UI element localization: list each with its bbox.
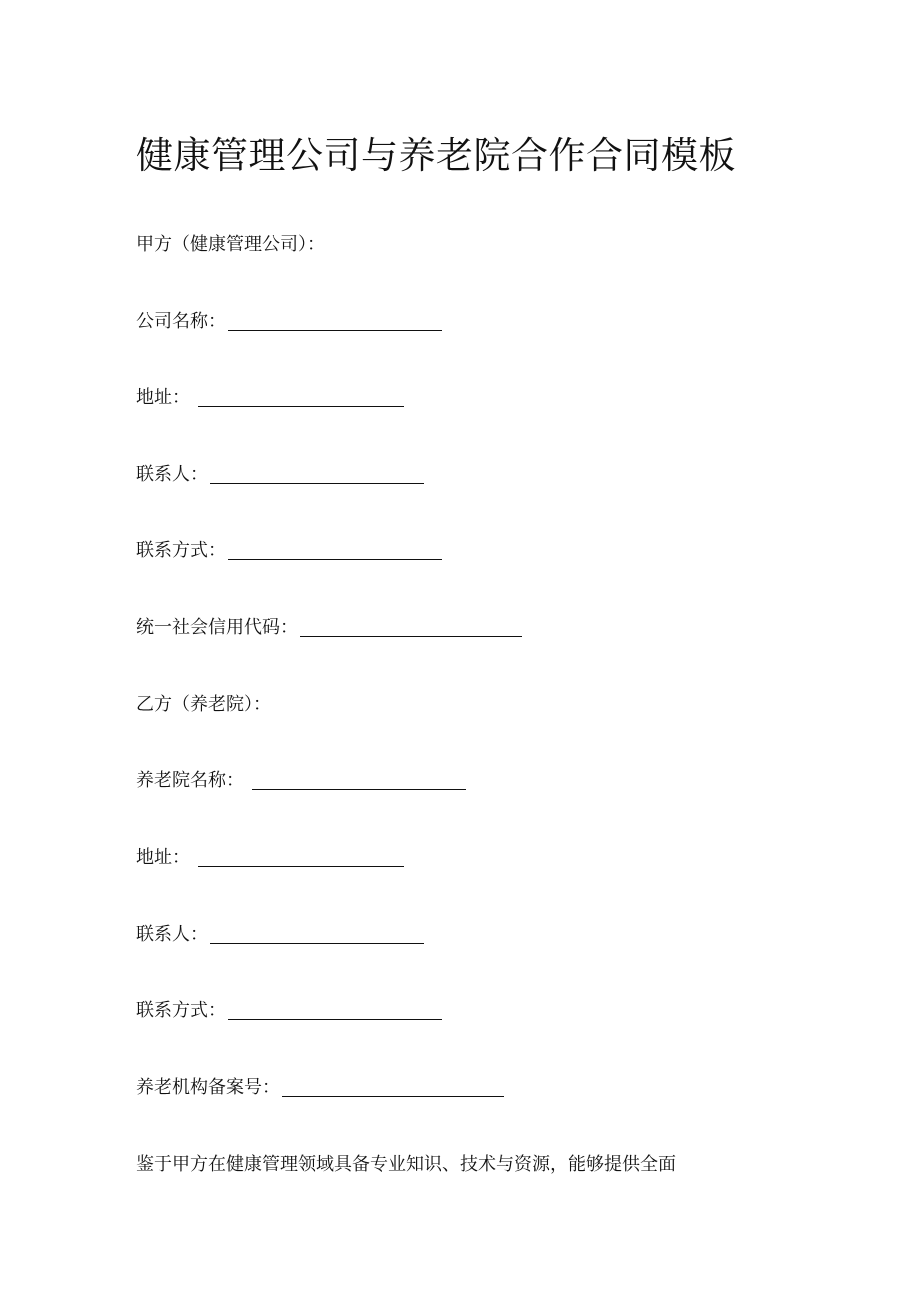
fill-in-blank[interactable]: [228, 541, 442, 560]
fill-in-blank[interactable]: [252, 771, 466, 790]
fill-in-blank[interactable]: [198, 388, 404, 407]
field-label: 养老院名称：: [136, 770, 244, 791]
party-b-registration-number-field: [136, 1075, 504, 1101]
party-b-address-field: [136, 845, 404, 871]
party-b-contact-person-field: [136, 922, 424, 948]
field-label: 联系方式：: [136, 1000, 226, 1021]
field-label: 公司名称：: [136, 311, 226, 332]
fill-in-blank[interactable]: [210, 465, 424, 484]
party-b-heading-text: 乙方（养老院）：: [136, 694, 271, 715]
party-b-heading: [136, 692, 271, 718]
fill-in-blank[interactable]: [282, 1078, 504, 1097]
party-a-company-name-field: [136, 309, 442, 335]
fill-in-blank[interactable]: [228, 1001, 442, 1020]
field-label: 联系人：: [136, 924, 208, 945]
field-label: 统一社会信用代码：: [136, 617, 298, 638]
field-label: 联系人：: [136, 464, 208, 485]
party-b-name-field: [136, 768, 466, 794]
fill-in-blank[interactable]: [228, 312, 442, 331]
fill-in-blank[interactable]: [198, 848, 404, 867]
party-b-contact-method-field: [136, 998, 442, 1024]
party-a-contact-person-field: [136, 462, 424, 488]
fill-in-blank[interactable]: [300, 618, 522, 637]
party-a-contact-method-field: [136, 538, 442, 564]
field-label: 地址：: [136, 387, 190, 408]
party-a-heading: [136, 232, 325, 258]
document-title: 健康管理公司与养老院合作合同模板: [136, 134, 736, 177]
field-label: 联系方式：: [136, 540, 226, 561]
party-a-credit-code-field: [136, 615, 522, 641]
field-label: 地址：: [136, 847, 190, 868]
body-paragraph: 鉴于甲方在健康管理领域具备专业知识、技术与资源，能够提供全面: [136, 1154, 676, 1175]
party-a-address-field: [136, 385, 404, 411]
field-label: 养老机构备案号：: [136, 1077, 280, 1098]
fill-in-blank[interactable]: [210, 925, 424, 944]
party-a-heading-text: 甲方（健康管理公司）：: [136, 234, 325, 255]
